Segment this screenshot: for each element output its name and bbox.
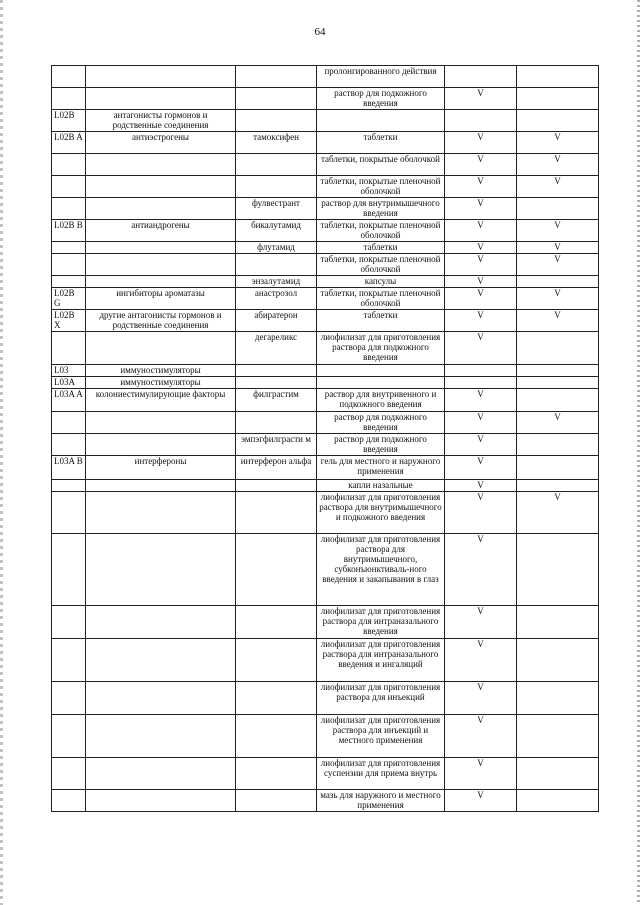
anatomical-group-cell: антиандрогены xyxy=(86,220,236,242)
anatomical-group-cell: интерфероны xyxy=(86,456,236,480)
mark-cell-1 xyxy=(445,377,517,389)
drug-name-cell xyxy=(236,639,317,682)
atc-code-cell: L03 xyxy=(52,365,86,377)
mark-cell-1 xyxy=(445,66,517,88)
dosage-form-cell: таблетки, покрытые пленочной оболочкой xyxy=(317,288,445,310)
atc-code-cell xyxy=(52,154,86,176)
atc-code-cell: L03A B xyxy=(52,456,86,480)
table-row xyxy=(52,332,599,365)
dosage-form-cell: лиофилизат для приготовления раствора для интраназального введения xyxy=(317,606,445,639)
mark-cell-1: V xyxy=(445,790,517,812)
mark-cell-2 xyxy=(517,88,599,110)
atc-code-cell xyxy=(52,790,86,812)
atc-code-cell xyxy=(52,434,86,456)
drug-name-cell xyxy=(236,492,317,534)
mark-cell-1: V xyxy=(445,198,517,220)
table-row xyxy=(52,389,599,412)
dosage-form-cell: капли назальные xyxy=(317,480,445,492)
atc-code-cell xyxy=(52,534,86,606)
atc-code-cell xyxy=(52,492,86,534)
table-row xyxy=(52,254,599,276)
drug-name-cell xyxy=(236,88,317,110)
mark-cell-2 xyxy=(517,758,599,790)
dosage-form-cell xyxy=(317,365,445,377)
drug-name-cell: интерферон альфа xyxy=(236,456,317,480)
anatomical-group-cell: колониестимулирующие факторы xyxy=(86,389,236,412)
mark-cell-2: V xyxy=(517,154,599,176)
atc-code-cell xyxy=(52,276,86,288)
scan-edge-left xyxy=(0,0,3,905)
atc-code-cell: L02B A xyxy=(52,132,86,154)
anatomical-group-cell xyxy=(86,606,236,639)
anatomical-group-cell: иммуностимуляторы xyxy=(86,365,236,377)
anatomical-group-cell xyxy=(86,66,236,88)
mark-cell-2 xyxy=(517,456,599,480)
mark-cell-2: V xyxy=(517,132,599,154)
table-row xyxy=(52,456,599,480)
mark-cell-2 xyxy=(517,480,599,492)
drug-name-cell xyxy=(236,254,317,276)
drug-list-table xyxy=(51,65,599,812)
drug-name-cell xyxy=(236,606,317,639)
dosage-form-cell: таблетки xyxy=(317,310,445,332)
table-row xyxy=(52,176,599,198)
dosage-form-cell: капсулы xyxy=(317,276,445,288)
atc-code-cell: L03A xyxy=(52,377,86,389)
table-row xyxy=(52,492,599,534)
table-row xyxy=(52,288,599,310)
table-row xyxy=(52,220,599,242)
mark-cell-1: V xyxy=(445,276,517,288)
mark-cell-1: V xyxy=(445,154,517,176)
drug-name-cell: филграстим xyxy=(236,389,317,412)
dosage-form-cell: таблетки, покрытые оболочкой xyxy=(317,154,445,176)
mark-cell-1: V xyxy=(445,434,517,456)
drug-name-cell xyxy=(236,682,317,715)
atc-code-cell xyxy=(52,254,86,276)
drug-name-cell xyxy=(236,790,317,812)
table-row xyxy=(52,434,599,456)
drug-name-cell xyxy=(236,365,317,377)
atc-code-cell xyxy=(52,715,86,758)
dosage-form-cell: лиофилизат для приготовления раствора для внутримышечного, субконъюнктиваль-ного введения и закапывания в глаз xyxy=(317,534,445,606)
mark-cell-2: V xyxy=(517,220,599,242)
atc-code-cell xyxy=(52,480,86,492)
drug-name-cell xyxy=(236,758,317,790)
dosage-form-cell: раствор для подкожного введения xyxy=(317,434,445,456)
mark-cell-1 xyxy=(445,110,517,132)
mark-cell-1: V xyxy=(445,176,517,198)
drug-name-cell: энзалутамид xyxy=(236,276,317,288)
table-row xyxy=(52,480,599,492)
atc-code-cell xyxy=(52,198,86,220)
dosage-form-cell: лиофилизат для приготовления раствора для внутримышечного и подкожного введения xyxy=(317,492,445,534)
dosage-form-cell: лиофилизат для приготовления раствора для подкожного введения xyxy=(317,332,445,365)
mark-cell-2 xyxy=(517,377,599,389)
mark-cell-2 xyxy=(517,715,599,758)
atc-code-cell: L03A A xyxy=(52,389,86,412)
anatomical-group-cell xyxy=(86,198,236,220)
mark-cell-1: V xyxy=(445,682,517,715)
dosage-form-cell: лиофилизат для приготовления раствора для инъекций xyxy=(317,682,445,715)
anatomical-group-cell xyxy=(86,254,236,276)
anatomical-group-cell xyxy=(86,154,236,176)
anatomical-group-cell xyxy=(86,176,236,198)
table-row xyxy=(52,365,599,377)
mark-cell-2: V xyxy=(517,310,599,332)
mark-cell-1: V xyxy=(445,639,517,682)
mark-cell-2 xyxy=(517,790,599,812)
table-row xyxy=(52,276,599,288)
table-row xyxy=(52,88,599,110)
table-row xyxy=(52,110,599,132)
mark-cell-2 xyxy=(517,365,599,377)
dosage-form-cell: таблетки, покрытые пленочной оболочкой xyxy=(317,176,445,198)
anatomical-group-cell xyxy=(86,412,236,434)
anatomical-group-cell xyxy=(86,88,236,110)
dosage-form-cell: лиофилизат для приготовления раствора для интраназального введения и ингаляций xyxy=(317,639,445,682)
mark-cell-1: V xyxy=(445,389,517,412)
atc-code-cell xyxy=(52,332,86,365)
dosage-form-cell: раствор для подкожного введения xyxy=(317,88,445,110)
mark-cell-2 xyxy=(517,389,599,412)
dosage-form-cell: таблетки xyxy=(317,242,445,254)
anatomical-group-cell xyxy=(86,492,236,534)
mark-cell-2: V xyxy=(517,288,599,310)
atc-code-cell: L02B X xyxy=(52,310,86,332)
dosage-form-cell: пролонгированного действия xyxy=(317,66,445,88)
dosage-form-cell: мазь для наружного и местного применения xyxy=(317,790,445,812)
mark-cell-2 xyxy=(517,606,599,639)
dosage-form-cell: раствор для подкожного введения xyxy=(317,412,445,434)
anatomical-group-cell xyxy=(86,715,236,758)
mark-cell-2: V xyxy=(517,176,599,198)
atc-code-cell xyxy=(52,639,86,682)
drug-name-cell: эмпэгфилграсти м xyxy=(236,434,317,456)
atc-code-cell xyxy=(52,176,86,198)
anatomical-group-cell xyxy=(86,639,236,682)
drug-name-cell: тамоксифен xyxy=(236,132,317,154)
atc-code-cell: L02B G xyxy=(52,288,86,310)
anatomical-group-cell xyxy=(86,790,236,812)
atc-code-cell xyxy=(52,682,86,715)
dosage-form-cell: гель для местного и наружного применения xyxy=(317,456,445,480)
anatomical-group-cell xyxy=(86,242,236,254)
anatomical-group-cell xyxy=(86,434,236,456)
mark-cell-2 xyxy=(517,682,599,715)
dosage-form-cell: лиофилизат для приготовления раствора для инъекций и местного применения xyxy=(317,715,445,758)
anatomical-group-cell xyxy=(86,534,236,606)
mark-cell-2: V xyxy=(517,254,599,276)
mark-cell-1: V xyxy=(445,242,517,254)
mark-cell-2: V xyxy=(517,242,599,254)
table-row xyxy=(52,132,599,154)
anatomical-group-cell xyxy=(86,682,236,715)
mark-cell-2 xyxy=(517,276,599,288)
dosage-form-cell: лиофилизат для приготовления суспензии для приема внутрь xyxy=(317,758,445,790)
mark-cell-1: V xyxy=(445,456,517,480)
mark-cell-1: V xyxy=(445,132,517,154)
table-row xyxy=(52,534,599,606)
table-row xyxy=(52,790,599,812)
mark-cell-1: V xyxy=(445,758,517,790)
anatomical-group-cell: другие антагонисты гормонов и родственные соединения xyxy=(86,310,236,332)
drug-name-cell xyxy=(236,480,317,492)
anatomical-group-cell xyxy=(86,276,236,288)
dosage-form-cell: раствор для внутримышечного введения xyxy=(317,198,445,220)
mark-cell-2 xyxy=(517,534,599,606)
dosage-form-cell xyxy=(317,377,445,389)
drug-name-cell: бикалутамид xyxy=(236,220,317,242)
drug-name-cell: флутамид xyxy=(236,242,317,254)
drug-name-cell xyxy=(236,715,317,758)
mark-cell-1: V xyxy=(445,332,517,365)
drug-name-cell xyxy=(236,412,317,434)
mark-cell-1: V xyxy=(445,254,517,276)
table-row xyxy=(52,606,599,639)
table-row xyxy=(52,242,599,254)
dosage-form-cell: таблетки xyxy=(317,132,445,154)
drug-name-cell xyxy=(236,66,317,88)
mark-cell-1 xyxy=(445,365,517,377)
table-row xyxy=(52,198,599,220)
mark-cell-1: V xyxy=(445,534,517,606)
drug-name-cell: абиратерон xyxy=(236,310,317,332)
mark-cell-1: V xyxy=(445,288,517,310)
mark-cell-1: V xyxy=(445,412,517,434)
anatomical-group-cell xyxy=(86,758,236,790)
page-number: 64 xyxy=(314,26,326,38)
dosage-form-cell: таблетки, покрытые пленочной оболочкой xyxy=(317,220,445,242)
mark-cell-2: V xyxy=(517,492,599,534)
mark-cell-2 xyxy=(517,110,599,132)
atc-code-cell: L02B xyxy=(52,110,86,132)
mark-cell-1: V xyxy=(445,606,517,639)
mark-cell-1: V xyxy=(445,492,517,534)
drug-name-cell xyxy=(236,176,317,198)
drug-name-cell xyxy=(236,377,317,389)
drug-name-cell: анастрозол xyxy=(236,288,317,310)
table-row xyxy=(52,639,599,682)
table-row xyxy=(52,715,599,758)
dosage-form-cell: таблетки, покрытые пленочной оболочкой xyxy=(317,254,445,276)
mark-cell-2 xyxy=(517,332,599,365)
mark-cell-1: V xyxy=(445,310,517,332)
dosage-form-cell xyxy=(317,110,445,132)
table-row xyxy=(52,758,599,790)
table-row xyxy=(52,412,599,434)
drug-name-cell: дегареликс xyxy=(236,332,317,365)
atc-code-cell xyxy=(52,758,86,790)
drug-name-cell xyxy=(236,110,317,132)
mark-cell-1: V xyxy=(445,220,517,242)
table-row xyxy=(52,154,599,176)
drug-name-cell xyxy=(236,154,317,176)
mark-cell-2: V xyxy=(517,412,599,434)
anatomical-group-cell: антагонисты гормонов и родственные соединения xyxy=(86,110,236,132)
mark-cell-1: V xyxy=(445,715,517,758)
anatomical-group-cell xyxy=(86,480,236,492)
anatomical-group-cell xyxy=(86,332,236,365)
atc-code-cell: L02B B xyxy=(52,220,86,242)
atc-code-cell xyxy=(52,606,86,639)
table-body xyxy=(52,66,599,812)
mark-cell-1: V xyxy=(445,480,517,492)
drug-name-cell xyxy=(236,534,317,606)
anatomical-group-cell: ингибиторы ароматазы xyxy=(86,288,236,310)
mark-cell-2 xyxy=(517,434,599,456)
atc-code-cell xyxy=(52,412,86,434)
mark-cell-2 xyxy=(517,66,599,88)
mark-cell-2 xyxy=(517,198,599,220)
mark-cell-1: V xyxy=(445,88,517,110)
table-row xyxy=(52,66,599,88)
drug-name-cell: фулвестрант xyxy=(236,198,317,220)
atc-code-cell xyxy=(52,66,86,88)
mark-cell-2 xyxy=(517,639,599,682)
dosage-form-cell: раствор для внутривенного и подкожного введения xyxy=(317,389,445,412)
anatomical-group-cell: антиэстрогены xyxy=(86,132,236,154)
anatomical-group-cell: иммуностимуляторы xyxy=(86,377,236,389)
table-row xyxy=(52,377,599,389)
atc-code-cell xyxy=(52,242,86,254)
table-row xyxy=(52,682,599,715)
table-row xyxy=(52,310,599,332)
atc-code-cell xyxy=(52,88,86,110)
